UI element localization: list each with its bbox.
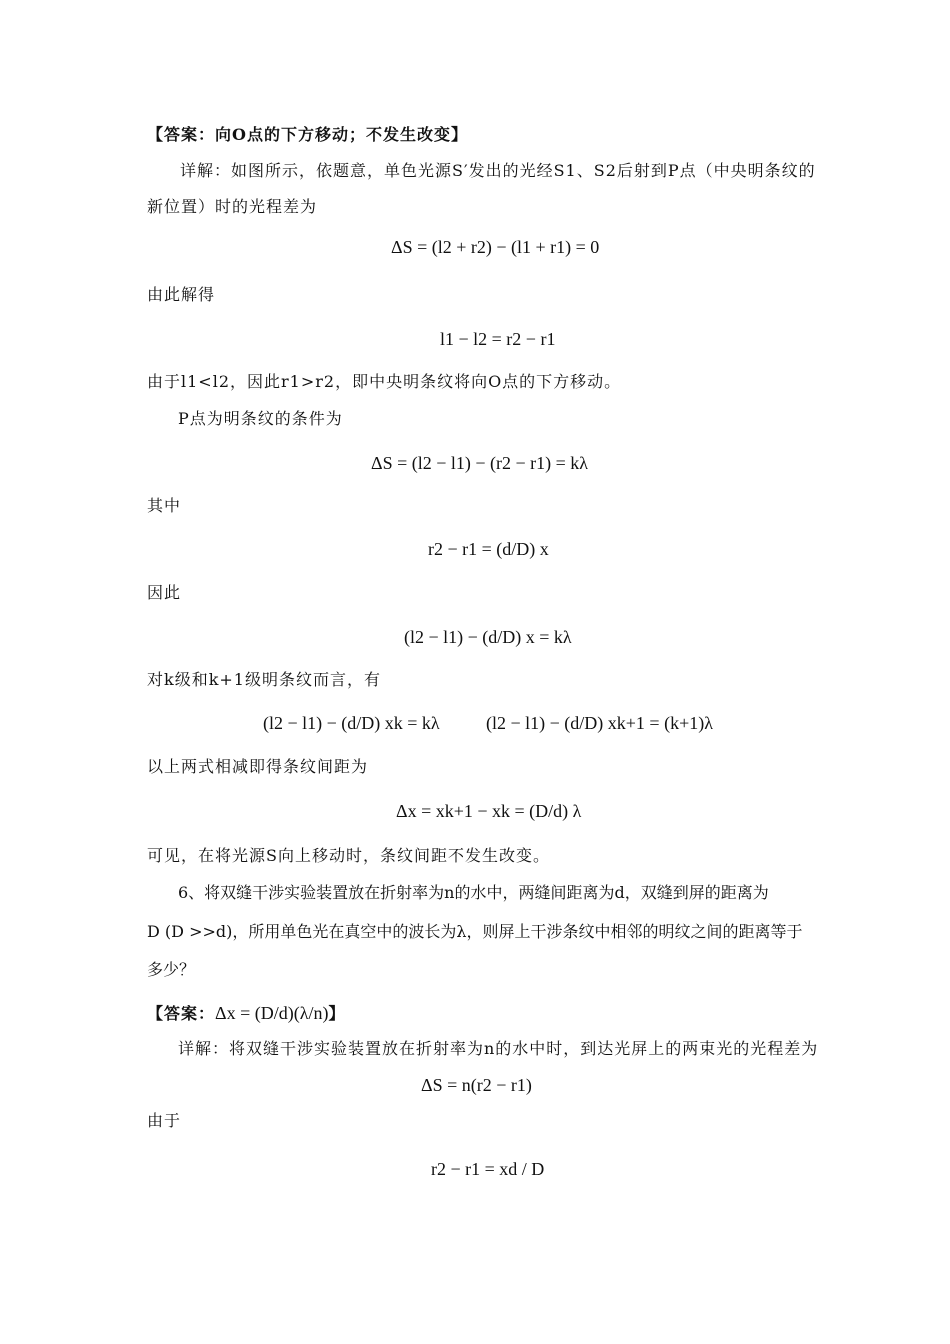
equation-7 <box>396 800 581 822</box>
equation-4-text: r2 − r1 = (d/D) x <box>428 539 549 559</box>
label-youyu: 由于 <box>147 1111 182 1130</box>
equation-3-text: ΔS = (l2 − l1) − (r2 − r1) = kλ <box>371 453 589 473</box>
equation-9-text: r2 − r1 = xd / D <box>431 1159 545 1179</box>
detail-1-line-d: P点为明条纹的条件为 <box>178 409 343 428</box>
answer-2-equation: Δx = (D/d)(λ/n) <box>215 1003 329 1023</box>
answer-2-line <box>147 1002 345 1024</box>
equation-5 <box>404 626 572 648</box>
equation-2-text: l1 − l2 = r2 − r1 <box>440 329 556 349</box>
equation-4 <box>428 538 549 560</box>
detail-1-line-b: 新位置）时的光程差为 <box>147 197 318 216</box>
equation-6b <box>486 712 713 734</box>
detail-1-line-c: 由于l1<l2，因此r1>r2，即中央明条纹将向O点的下方移动。 <box>147 372 622 391</box>
answer-1-header: 【答案：向O点的下方移动；不发生改变】 <box>147 125 468 144</box>
equation-1-text: ΔS = (l2 + r2) − (l1 + r1) = 0 <box>391 237 600 257</box>
question-6-line-c: 多少？ <box>147 960 196 979</box>
label-youci-jiede: 由此解得 <box>147 285 216 304</box>
equation-6b-text: (l2 − l1) − (d/D) xk+1 = (k+1)λ <box>486 713 713 733</box>
label-qizhong: 其中 <box>147 496 182 515</box>
detail-1-line-g: 可见，在将光源S向上移动时，条纹间距不发生改变。 <box>147 846 550 865</box>
detail-1-line-e: 对k级和k+1级明条纹而言，有 <box>147 670 381 689</box>
equation-7-text: Δx = xk+1 − xk = (D/d) λ <box>396 801 582 821</box>
equation-3 <box>371 452 588 474</box>
equation-6a-text: (l2 − l1) − (d/D) xk = kλ <box>263 713 440 733</box>
equation-8 <box>421 1074 532 1096</box>
label-yinci: 因此 <box>147 583 182 602</box>
detail-1-line-a: 详解：如图所示，依题意，单色光源S′发出的光经S1、S2后射到P点（中央明条纹的 <box>180 161 816 180</box>
equation-1 <box>391 236 599 258</box>
equation-2 <box>440 328 555 350</box>
equation-9 <box>431 1158 544 1180</box>
equation-6a <box>263 712 440 734</box>
equation-8-text: ΔS = n(r2 − r1) <box>421 1075 532 1095</box>
equation-5-text: (l2 − l1) − (d/D) x = kλ <box>404 627 572 647</box>
question-6-line-b: D (D >>d)，所用单色光在真空中的波长为λ，则屏上干涉条纹中相邻的明纹之间的距离等于 <box>147 922 803 941</box>
detail-2-line-a: 详解：将双缝干涉实验装置放在折射率为n的水中时，到达光屏上的两束光的光程差为 <box>178 1039 819 1058</box>
answer-2-label: 【答案： <box>147 1004 216 1023</box>
detail-1-line-f: 以上两式相减即得条纹间距为 <box>147 757 369 776</box>
answer-2-close: 】 <box>328 1004 346 1023</box>
question-6-line-a: 6、将双缝干涉实验装置放在折射率为n的水中，两缝间距离为d，双缝到屏的距离为 <box>178 883 769 902</box>
